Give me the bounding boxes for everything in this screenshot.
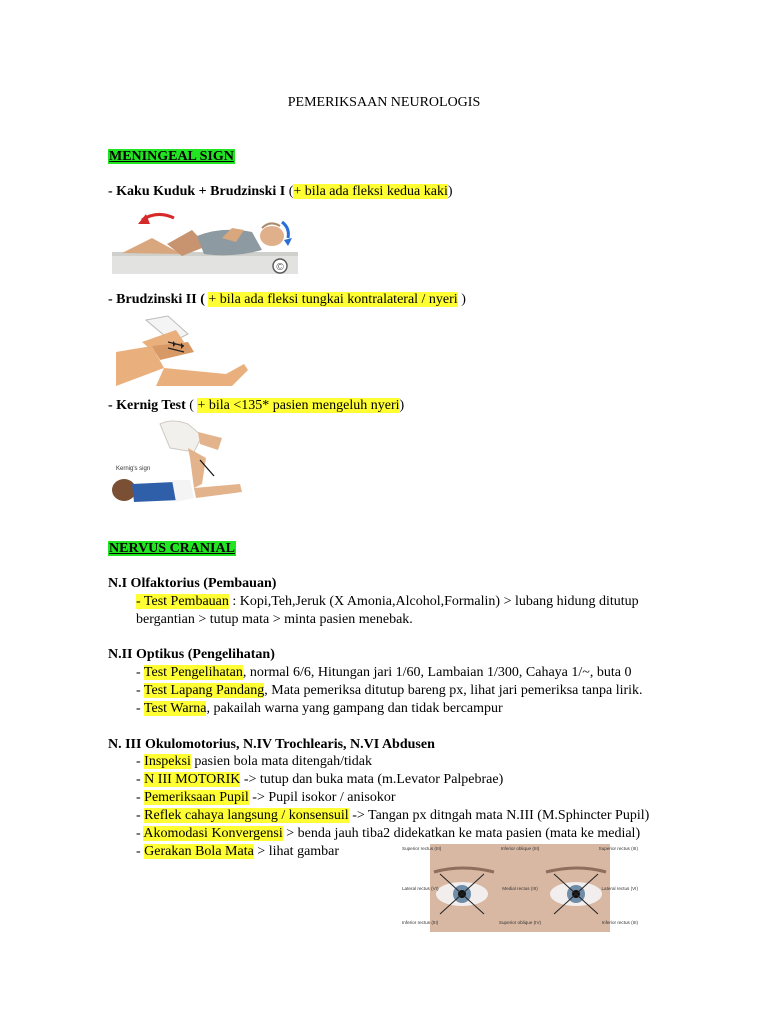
n1-line-1: - Test Pembauan : Kopi,Teh,Jeruk (X Amonia,Alcohol,Formalin) > lubang hidung ditutup: [136, 594, 639, 609]
page-title: PEMERIKSAAN NEUROLOGIS: [287, 95, 481, 110]
eye-label-left-top: Superior rectus (III): [402, 846, 442, 851]
n1-line-2: bergantian > tutup mata > minta pasien menebak.: [136, 612, 413, 627]
n2-line-1: - Test Pengelihatan, normal 6/6, Hitungan jari 1/60, Lambaian 1/300, Cahaya 1/~, buta 0: [136, 665, 632, 680]
n3-line-4: - Reflek cahaya langsung / konsensuil -> Tangan px ditngah mata N.III (M.Sphincter Pupil): [136, 808, 650, 823]
n2-title: N.II Optikus (Pengelihatan): [108, 647, 275, 662]
kernig-caption: Kernig's sign: [116, 466, 151, 472]
brudzinski-illustration: [116, 312, 250, 390]
n2-line-3: - Test Warna, pakailah warna yang gampang dan tidak bercampur: [136, 701, 503, 716]
eye-label-center-bot: Superior oblique (IV): [498, 920, 542, 925]
n3-line-6: - Gerakan Bola Mata > lihat gambar: [136, 844, 340, 859]
copyright-mark: ©: [276, 262, 284, 273]
eye-label-left-mid: Lateral rectus (VI): [402, 886, 439, 891]
n3-line-5: - Akomodasi Konvergensi > benda jauh tiba2 didekatkan ke mata pasien (mata ke medial): [136, 826, 641, 841]
section-heading-meningeal: MENINGEAL SIGN: [109, 149, 234, 164]
eye-label-right-bot: Inferior rectus (III): [601, 920, 638, 925]
kernig-illustration: [110, 418, 248, 508]
eye-label-center-top: Inferior oblique (III): [500, 846, 540, 851]
n2-line-2: - Test Lapang Pandang, Mata pemeriksa ditutup bareng px, lihat jari pemeriksa tanpa lirik.: [136, 683, 643, 698]
eye-label-center-mid: Medial rectus (III): [502, 886, 538, 891]
n3-title: N. III Okulomotorius, N.IV Trochlearis, N.VI Abdusen: [108, 737, 435, 752]
eye-label-left-bot: Inferior rectus (III): [402, 920, 439, 925]
kaku-kuduk-illustration: [112, 208, 298, 278]
n1-title: N.I Olfaktorius (Pembauan): [108, 576, 277, 591]
section-heading-cranial: NERVUS CRANIAL: [109, 541, 235, 556]
eye-movement-illustration: [400, 844, 640, 932]
eye-label-right-mid: Lateral rectus (VI): [601, 886, 638, 891]
meningeal-item-2: - Brudzinski II ( + bila ada fleksi tungkai kontralateral / nyeri ): [108, 292, 466, 307]
n3-line-2: - N III MOTORIK -> tutup dan buka mata (m.Levator Palpebrae): [136, 772, 504, 787]
n3-line-1: - Inspeksi pasien bola mata ditengah/tidak: [136, 754, 373, 769]
meningeal-item-1: - Kaku Kuduk + Brudzinski I (+ bila ada fleksi kedua kaki): [108, 184, 453, 199]
eye-label-right-top: Superior rectus (III): [598, 846, 638, 851]
n3-line-3: - Pemeriksaan Pupil -> Pupil isokor / anisokor: [136, 790, 396, 805]
meningeal-item-3: - Kernig Test ( + bila <135* pasien mengeluh nyeri): [108, 398, 405, 413]
